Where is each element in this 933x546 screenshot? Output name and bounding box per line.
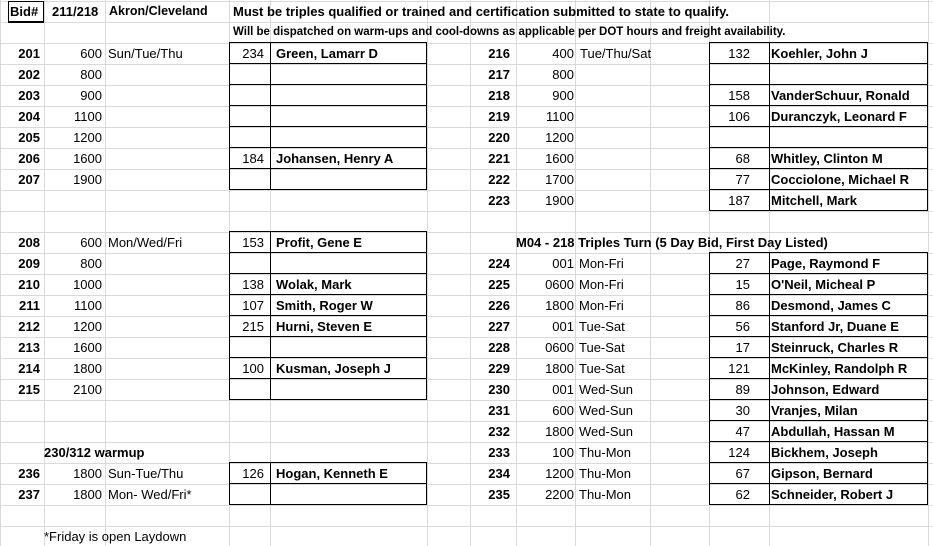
- seniority-number: 106: [728, 109, 750, 124]
- driver-name: Schneider, Robert J: [771, 487, 894, 502]
- route-header: Akron/Cleveland: [109, 4, 208, 18]
- section-a-assignment-box: [229, 42, 427, 190]
- bid-number: 226: [488, 298, 510, 313]
- bid-number: 219: [488, 109, 510, 124]
- seniority-number: 68: [735, 151, 750, 166]
- driver-name: Hurni, Steven E: [276, 319, 373, 334]
- seniority-number: 67: [735, 466, 750, 481]
- driver-name: Whitley, Clinton M: [771, 151, 883, 166]
- driver-name: O'Neil, Micheal P: [771, 277, 876, 292]
- bid-number: 201: [18, 46, 40, 61]
- bid-number: 207: [18, 172, 40, 187]
- bid-number: 233: [488, 445, 510, 460]
- bid-number: 231: [488, 403, 510, 418]
- driver-name: Page, Raymond F: [771, 256, 881, 271]
- section-b-assignment-box: [709, 42, 928, 211]
- start-time: 1600: [73, 151, 102, 166]
- start-time: 1800: [73, 466, 102, 481]
- start-time: 900: [552, 88, 574, 103]
- driver-name: Johnson, Edward: [771, 382, 880, 397]
- dispatch-notice: Will be dispatched on warm-ups and cool-downs as applicable per DOT hours and freight availability.: [233, 26, 786, 38]
- start-time: 1000: [73, 277, 102, 292]
- seniority-number: 126: [242, 466, 264, 481]
- work-days: Thu-Mon: [579, 466, 632, 481]
- driver-name: Wolak, Mark: [276, 277, 352, 292]
- bid-number: 229: [488, 361, 510, 376]
- start-time: 2100: [73, 382, 102, 397]
- driver-name: Duranczyk, Leonard F: [771, 109, 907, 124]
- work-days: Wed-Sun: [579, 382, 633, 397]
- start-time: 1600: [73, 340, 102, 355]
- start-time: 600: [552, 403, 574, 418]
- seniority-number: 184: [242, 151, 264, 166]
- start-time: 600: [80, 235, 102, 250]
- bid-number: 222: [488, 172, 510, 187]
- start-time: 001: [552, 319, 574, 334]
- seniority-number: 215: [242, 319, 264, 334]
- work-days: Tue-Sat: [579, 319, 625, 334]
- driver-name: Profit, Gene E: [276, 235, 362, 250]
- bid-number: 230: [488, 382, 510, 397]
- start-time: 1200: [545, 130, 574, 145]
- seniority-number: 153: [242, 235, 264, 250]
- seniority-number: 86: [735, 298, 750, 313]
- bid-number: 213: [18, 340, 40, 355]
- bid-number: 224: [488, 256, 510, 271]
- start-time: 800: [80, 256, 102, 271]
- seniority-number: 62: [735, 487, 750, 502]
- seniority-number: 107: [242, 298, 264, 313]
- seniority-number: 77: [735, 172, 750, 187]
- start-time: 0600: [545, 340, 574, 355]
- driver-name: Cocciolone, Michael R: [771, 172, 909, 187]
- section-e-assignment-box: [229, 462, 427, 505]
- start-time: 900: [80, 88, 102, 103]
- start-time: 400: [552, 46, 574, 61]
- seniority-number: 124: [728, 445, 750, 460]
- driver-name: Abdullah, Hassan M: [771, 424, 895, 439]
- seniority-number: 27: [735, 256, 750, 271]
- seniority-number: 30: [735, 403, 750, 418]
- section-c-days: Mon/Wed/Fri: [108, 235, 183, 250]
- seniority-number: 138: [242, 277, 264, 292]
- seniority-number: 47: [735, 424, 750, 439]
- start-time: 1600: [545, 151, 574, 166]
- bid-column-header: Bid#: [10, 4, 39, 19]
- bid-number: 225: [488, 277, 510, 292]
- section-c-assignment-box: [229, 231, 427, 400]
- start-time: 1100: [546, 109, 574, 124]
- seniority-number: 121: [728, 361, 750, 376]
- start-time: 1200: [545, 466, 574, 481]
- bid-number: 216: [488, 46, 510, 61]
- start-time: 100: [552, 445, 574, 460]
- driver-name: Steinruck, Charles R: [771, 340, 899, 355]
- bid-number: 234: [488, 466, 510, 481]
- section-a-days: Sun/Tue/Thu: [108, 46, 183, 61]
- start-time: 1800: [545, 424, 574, 439]
- bid-number: 221: [488, 151, 510, 166]
- bid-number: 208: [18, 235, 40, 250]
- seniority-number: 56: [735, 319, 750, 334]
- seniority-number: 89: [735, 382, 750, 397]
- bid-number: 218: [488, 88, 510, 103]
- work-days: Tue-Sat: [579, 361, 625, 376]
- start-time: 1900: [545, 193, 574, 208]
- bid-number: 214: [18, 361, 40, 376]
- work-days: Sun-Tue/Thu: [108, 466, 184, 481]
- seniority-number: 158: [728, 88, 750, 103]
- work-days: Mon- Wed/Fri*: [108, 487, 192, 502]
- bid-number: 227: [488, 319, 510, 334]
- work-days: Wed-Sun: [579, 403, 633, 418]
- driver-name: Gipson, Bernard: [771, 466, 873, 481]
- bid-number: 202: [18, 67, 40, 82]
- driver-name: Bickhem, Joseph: [771, 445, 878, 460]
- start-time: 1800: [545, 298, 574, 313]
- start-time: 1100: [74, 109, 102, 124]
- run-number-header: 211/218: [52, 4, 99, 19]
- driver-name: Kusman, Joseph J: [276, 361, 391, 376]
- bid-number: 203: [18, 88, 40, 103]
- bid-number: 212: [18, 319, 40, 334]
- start-time: 001: [552, 382, 574, 397]
- start-time: 1800: [73, 487, 102, 502]
- seniority-number: 187: [728, 193, 750, 208]
- start-time: 1100: [74, 298, 102, 313]
- driver-name: Smith, Roger W: [276, 298, 373, 313]
- bid-number: 217: [488, 67, 510, 82]
- qualification-notice: Must be triples qualified or trained and certification submitted to state to qualify.: [233, 4, 729, 19]
- seniority-number: 234: [242, 46, 264, 61]
- bid-number: 209: [18, 256, 40, 271]
- start-time: 1800: [545, 361, 574, 376]
- start-time: 600: [80, 46, 102, 61]
- start-time: 1900: [73, 172, 102, 187]
- section-b-days: Tue/Thu/Sat: [580, 46, 652, 61]
- work-days: Mon-Fri: [579, 298, 624, 313]
- start-time: 1200: [73, 319, 102, 334]
- bid-number: 235: [488, 487, 510, 502]
- bid-number: 211: [19, 298, 40, 313]
- bid-number: 237: [18, 487, 40, 502]
- work-days: Thu-Mon: [579, 487, 632, 502]
- work-days: Mon-Fri: [579, 256, 624, 271]
- bid-number: 232: [488, 424, 510, 439]
- driver-name: Green, Lamarr D: [276, 46, 378, 61]
- work-days: Wed-Sun: [579, 424, 633, 439]
- start-time: 1200: [73, 130, 102, 145]
- bid-header-box: [8, 1, 44, 23]
- bid-number: 223: [488, 193, 510, 208]
- driver-name: VanderSchuur, Ronald: [771, 88, 910, 103]
- driver-name: Koehler, John J: [771, 46, 868, 61]
- start-time: 800: [552, 67, 574, 82]
- start-time: 2200: [545, 487, 574, 502]
- seniority-number: 17: [735, 340, 750, 355]
- bid-number: 236: [18, 466, 40, 481]
- seniority-number: 100: [242, 361, 264, 376]
- driver-name: Johansen, Henry A: [276, 151, 394, 166]
- work-days: Mon-Fri: [579, 277, 624, 292]
- section-d-assignment-box: [709, 252, 928, 505]
- bid-number: 215: [18, 382, 40, 397]
- seniority-number: 15: [735, 277, 750, 292]
- section-d-title: M04 - 218 Triples Turn (5 Day Bid, First Day Listed): [516, 235, 828, 250]
- bid-number: 228: [488, 340, 510, 355]
- start-time: 1700: [545, 172, 574, 187]
- bid-number: 204: [18, 109, 40, 124]
- footnote: *Friday is open Laydown: [44, 529, 187, 544]
- bid-number: 210: [18, 277, 40, 292]
- bid-number: 205: [18, 130, 40, 145]
- driver-name: Desmond, James C: [771, 298, 891, 313]
- driver-name: Hogan, Kenneth E: [276, 466, 388, 481]
- start-time: 1800: [73, 361, 102, 376]
- driver-name: Stanford Jr, Duane E: [771, 319, 899, 334]
- start-time: 800: [80, 67, 102, 82]
- driver-name: Mitchell, Mark: [771, 193, 857, 208]
- bid-number: 220: [488, 130, 510, 145]
- work-days: Thu-Mon: [579, 445, 632, 460]
- seniority-number: 132: [728, 46, 750, 61]
- bid-number: 206: [18, 151, 40, 166]
- driver-name: McKinley, Randolph R: [771, 361, 908, 376]
- start-time: 0600: [545, 277, 574, 292]
- section-e-title: 230/312 warmup: [44, 445, 145, 460]
- work-days: Tue-Sat: [579, 340, 625, 355]
- driver-name: Vranjes, Milan: [771, 403, 858, 418]
- start-time: 001: [552, 256, 574, 271]
